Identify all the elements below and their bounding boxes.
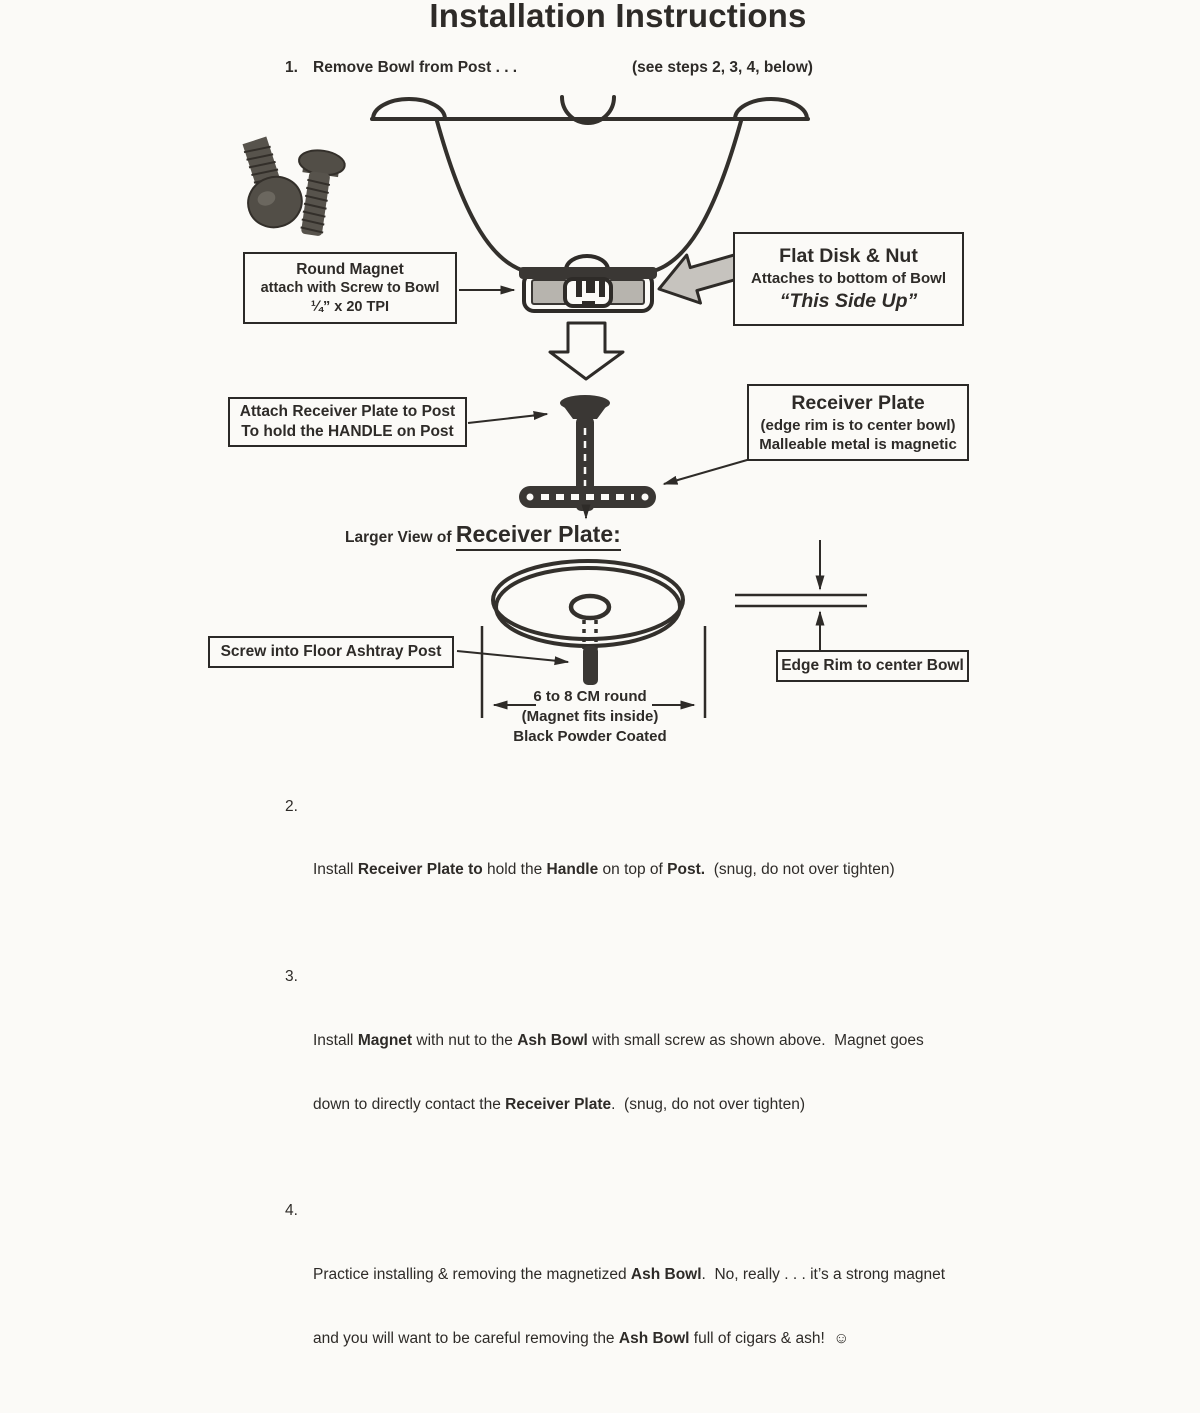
- bowl-left-handle-arc: [373, 99, 445, 119]
- disk-center-hole: [571, 596, 609, 618]
- step-1-number: 1.: [285, 59, 298, 76]
- receiver-plate-line2: (edge rim is to center bowl): [760, 416, 956, 434]
- flat-disk-title: Flat Disk & Nut: [779, 245, 918, 268]
- edge-rim-profile: [735, 540, 867, 652]
- screw-into-label-box: [208, 636, 454, 668]
- step-4: [285, 1200, 965, 1392]
- dimension-line3: Black Powder Coated: [513, 728, 667, 745]
- bowl-body-left: [437, 121, 528, 272]
- flat-disk-line3: “This Side Up”: [779, 289, 918, 312]
- receiver-plate-side-view: [519, 486, 656, 508]
- attach-receiver-label-box: [228, 397, 467, 447]
- step-1-text: Remove Bowl from Post . . .: [313, 59, 518, 76]
- step-3-text-line1: Install Magnet with nut to the Ash Bowl with small screw as shown above. Magnet goes: [313, 1031, 924, 1049]
- screw-into-line: Screw into Floor Ashtray Post: [220, 643, 442, 661]
- step-3-number: 3.: [285, 967, 298, 985]
- flat-disk-line2: Attaches to bottom of Bowl: [751, 270, 946, 288]
- dimension-line2: (Magnet fits inside): [521, 708, 659, 725]
- step-3-text-line2: down to directly contact the Receiver Plate. (snug, do not over tighten): [313, 1095, 806, 1113]
- attach-receiver-pointer-arrow: [468, 414, 547, 423]
- down-block-arrow-icon: [550, 323, 623, 379]
- edge-rim-label-box: [776, 650, 969, 682]
- edge-rim-label: Edge Rim to center Bowl: [781, 657, 964, 675]
- round-magnet-line2: attach with Screw to Bowl: [260, 280, 440, 297]
- magnet-pad-right: [609, 280, 644, 304]
- bowl-body-right: [650, 121, 741, 272]
- receiver-plate-title: Receiver Plate: [791, 391, 925, 414]
- receiver-plate-pointer-arrow: [664, 458, 754, 484]
- receiver-plate-label-box: [747, 384, 969, 461]
- attach-receiver-line1: Attach Receiver Plate to Post: [239, 403, 456, 421]
- step-2-text: Install Receiver Plate to hold the Handle on top of Post. (snug, do not over tighten): [313, 861, 895, 879]
- round-magnet-line3: ¼” x 20 TPI: [310, 298, 390, 315]
- bowl-right-handle-arc: [735, 99, 807, 119]
- step-1-note: (see steps 2, 3, 4, below): [632, 59, 813, 76]
- dimension-line1: 6 to 8 CM round: [533, 688, 647, 705]
- screw-photo-left: [229, 132, 308, 234]
- smiley-icon: ☺: [833, 1330, 850, 1348]
- larger-view-title: Receiver Plate:: [456, 521, 621, 551]
- disk-screw-stem: [583, 646, 598, 685]
- round-magnet-title: Round Magnet: [296, 260, 404, 278]
- larger-view-heading: [345, 521, 621, 551]
- step-2: [285, 796, 965, 924]
- magnet-assembly: [519, 256, 657, 311]
- receiver-plate-line3: Malleable metal is magnetic: [759, 435, 957, 453]
- step-2-number: 2.: [285, 797, 298, 815]
- step-4-number: 4.: [285, 1202, 298, 1220]
- larger-view-prefix: Larger View of: [345, 529, 456, 546]
- magnet-pad-left: [532, 280, 567, 304]
- screw-into-pointer-arrow: [457, 651, 568, 662]
- screws-photo: [229, 132, 346, 238]
- dimension-annotation: [470, 687, 710, 747]
- step-3: [285, 966, 965, 1158]
- page-title: Installation Instructions: [429, 0, 807, 34]
- step-4-text-line2: and you will want to be careful removing the Ash Bowl full of cigars & ash! ☺: [313, 1330, 850, 1348]
- flat-disk-label-box: [733, 232, 964, 326]
- steps-list: [285, 753, 965, 1413]
- round-magnet-label-box: [243, 252, 457, 324]
- step-4-text-line1: Practice installing & removing the magnetized Ash Bowl. No, really . . . it’s a strong magnet: [313, 1266, 946, 1284]
- receiver-plate-disk-view: [493, 561, 683, 685]
- attach-receiver-line2: To hold the HANDLE on Post: [241, 423, 454, 440]
